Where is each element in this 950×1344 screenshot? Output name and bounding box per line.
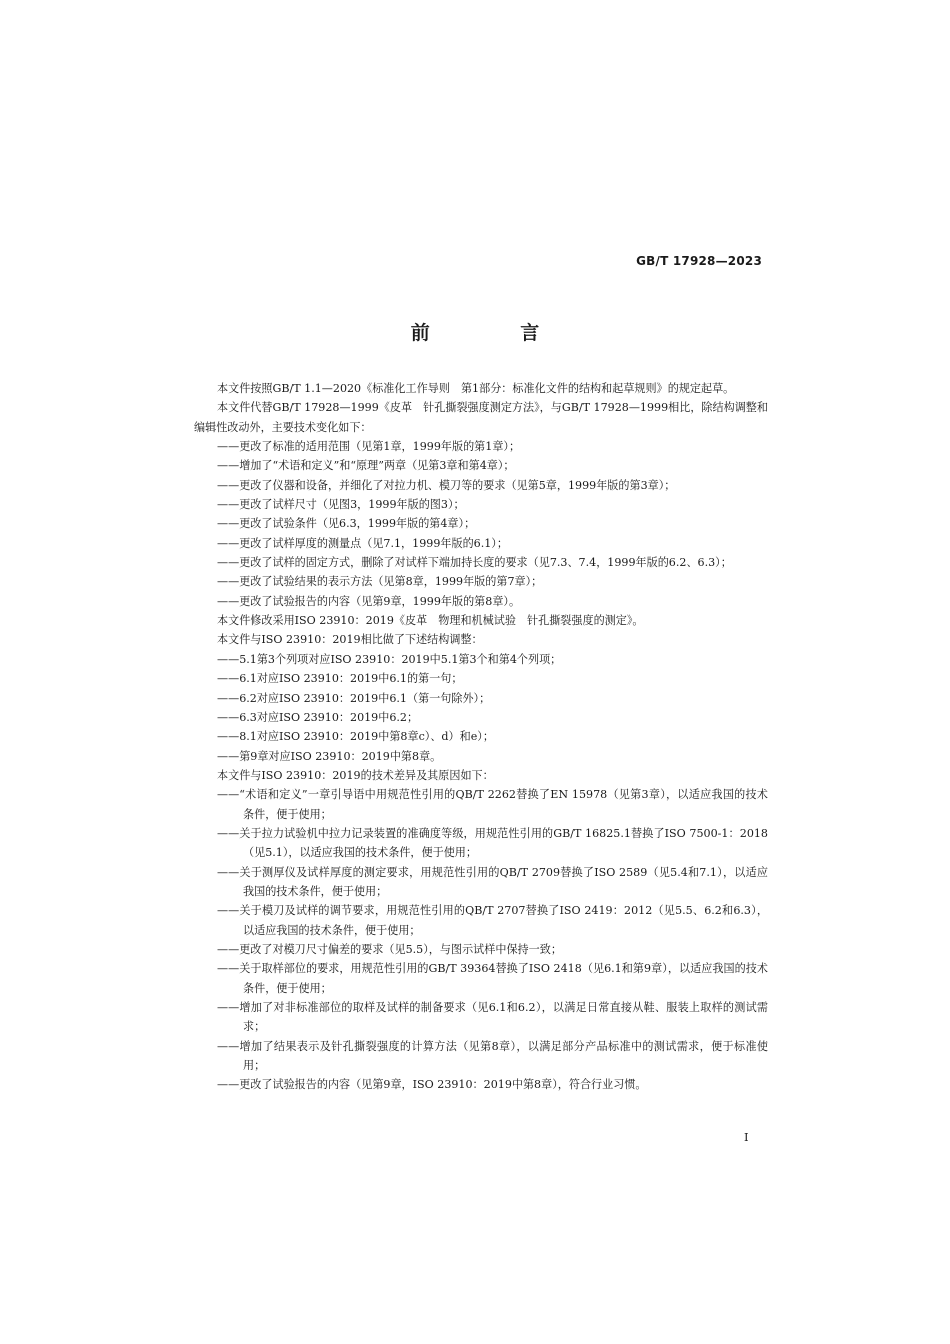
list-item: ——更改了仪器和设备，并细化了对拉力机、模刀等的要求（见第5章，1999年版的第3章）； [217,478,676,492]
list-item: ——关于模刀及试样的调节要求，用规范性引用的QB/T 2707替换了ISO 2419：2012（见5.5、6.2和6.3），以适应我国的技术条件，便于使用； [217,904,768,937]
list-item: ——“术语和定义”一章引导语中用规范性引用的QB/T 2262替换了EN 15978（见第3章），以适应我国的技术条件，便于使用； [217,788,768,821]
list-item: ——6.1对应ISO 23910：2019中6.1的第一句； [217,672,463,686]
list-item: ——更改了试样厚度的测量点（见7.1，1999年版的6.1）； [217,536,508,550]
paragraph-technical-differences: 本文件与ISO 23910：2019的技术差异及其原因如下： [217,768,494,782]
paragraph-drafting-rules: 本文件按照GB/T 1.1—2020《标准化工作导则 第1部分：标准化文件的结构和起草规则》的规定起草。 [217,382,735,395]
list-item: ——更改了试样的固定方式，删除了对试样下端加持长度的要求（见7.3、7.4，1999年版的6.2、6.3）； [217,556,732,570]
page-title: 前 言 [410,322,582,344]
list-item: ——更改了标准的适用范围（见第1章，1999年版的第1章）； [217,440,521,454]
paragraph-adoption: 本文件修改采用ISO 23910：2019《皮革 物理和机械试验 针孔撕裂强度的测定》。 [217,614,644,628]
list-item: ——6.3对应ISO 23910：2019中6.2； [217,710,419,724]
page-number: I [744,1130,749,1144]
list-item: ——8.1对应ISO 23910：2019中第8章c）、d）和e）； [217,730,494,744]
list-item: ——关于取样部位的要求，用规范性引用的GB/T 39364替换了ISO 2418（见6.1和第9章），以适应我国的技术条件，便于使用； [217,962,768,995]
standard-number: GB/T 17928—2023 [636,254,762,268]
list-item: ——更改了试样尺寸（见图3，1999年版的图3）； [217,498,465,512]
list-item: ——更改了试验报告的内容（见第9章，1999年版的第8章）。 [217,594,521,608]
list-item: ——6.2对应ISO 23910：2019中6.1（第一句除外）； [217,691,491,705]
list-item: ——更改了试验报告的内容（见第9章，ISO 23910：2019中第8章），符合行业习惯。 [217,1078,647,1092]
list-item: ——关于测厚仪及试样厚度的测定要求，用规范性引用的QB/T 2709替换了ISO 2589（见5.4和7.1），以适应我国的技术条件，便于使用； [217,865,768,898]
list-item: ——第9章对应ISO 23910：2019中第8章。 [217,749,442,763]
list-item: ——更改了试验条件（见6.3，1999年版的第4章）； [217,517,476,531]
paragraph-structural-changes: 本文件与ISO 23910：2019相比做了下述结构调整： [217,633,483,647]
list-item: ——增加了结果表示及针孔撕裂强度的计算方法（见第8章），以满足部分产品标准中的测试需求，便于标准使用； [217,1039,768,1073]
list-item: ——增加了“术语和定义”和“原理”两章（见第3章和第4章）； [217,459,515,473]
list-item: ——5.1第3个列项对应ISO 23910：2019中5.1第3个和第4个列项； [217,652,562,666]
list-item: ——更改了试验结果的表示方法（见第8章，1999年版的第7章）； [217,575,543,589]
list-item: ——增加了对非标准部位的取样及试样的制备要求（见6.1和6.2），以满足日常直接从鞋、服装上取样的测试需求； [217,1001,768,1034]
list-item: ——关于拉力试验机中拉力记录装置的准确度等级，用规范性引用的GB/T 16825.1替换了ISO 7500-1：2018（见5.1），以适应我国的技术条件，便于使用； [217,826,768,860]
paragraph-replacement: 本文件代替GB/T 17928—1999《皮革 针孔撕裂强度测定方法》，与GB/T 17928—1999相比，除结构调整和编辑性改动外，主要技术变化如下： [194,401,768,434]
foreword-body [194,379,768,1095]
list-item: ——更改了对模刀尺寸偏差的要求（见5.5），与图示试样中保持一致； [217,942,562,956]
